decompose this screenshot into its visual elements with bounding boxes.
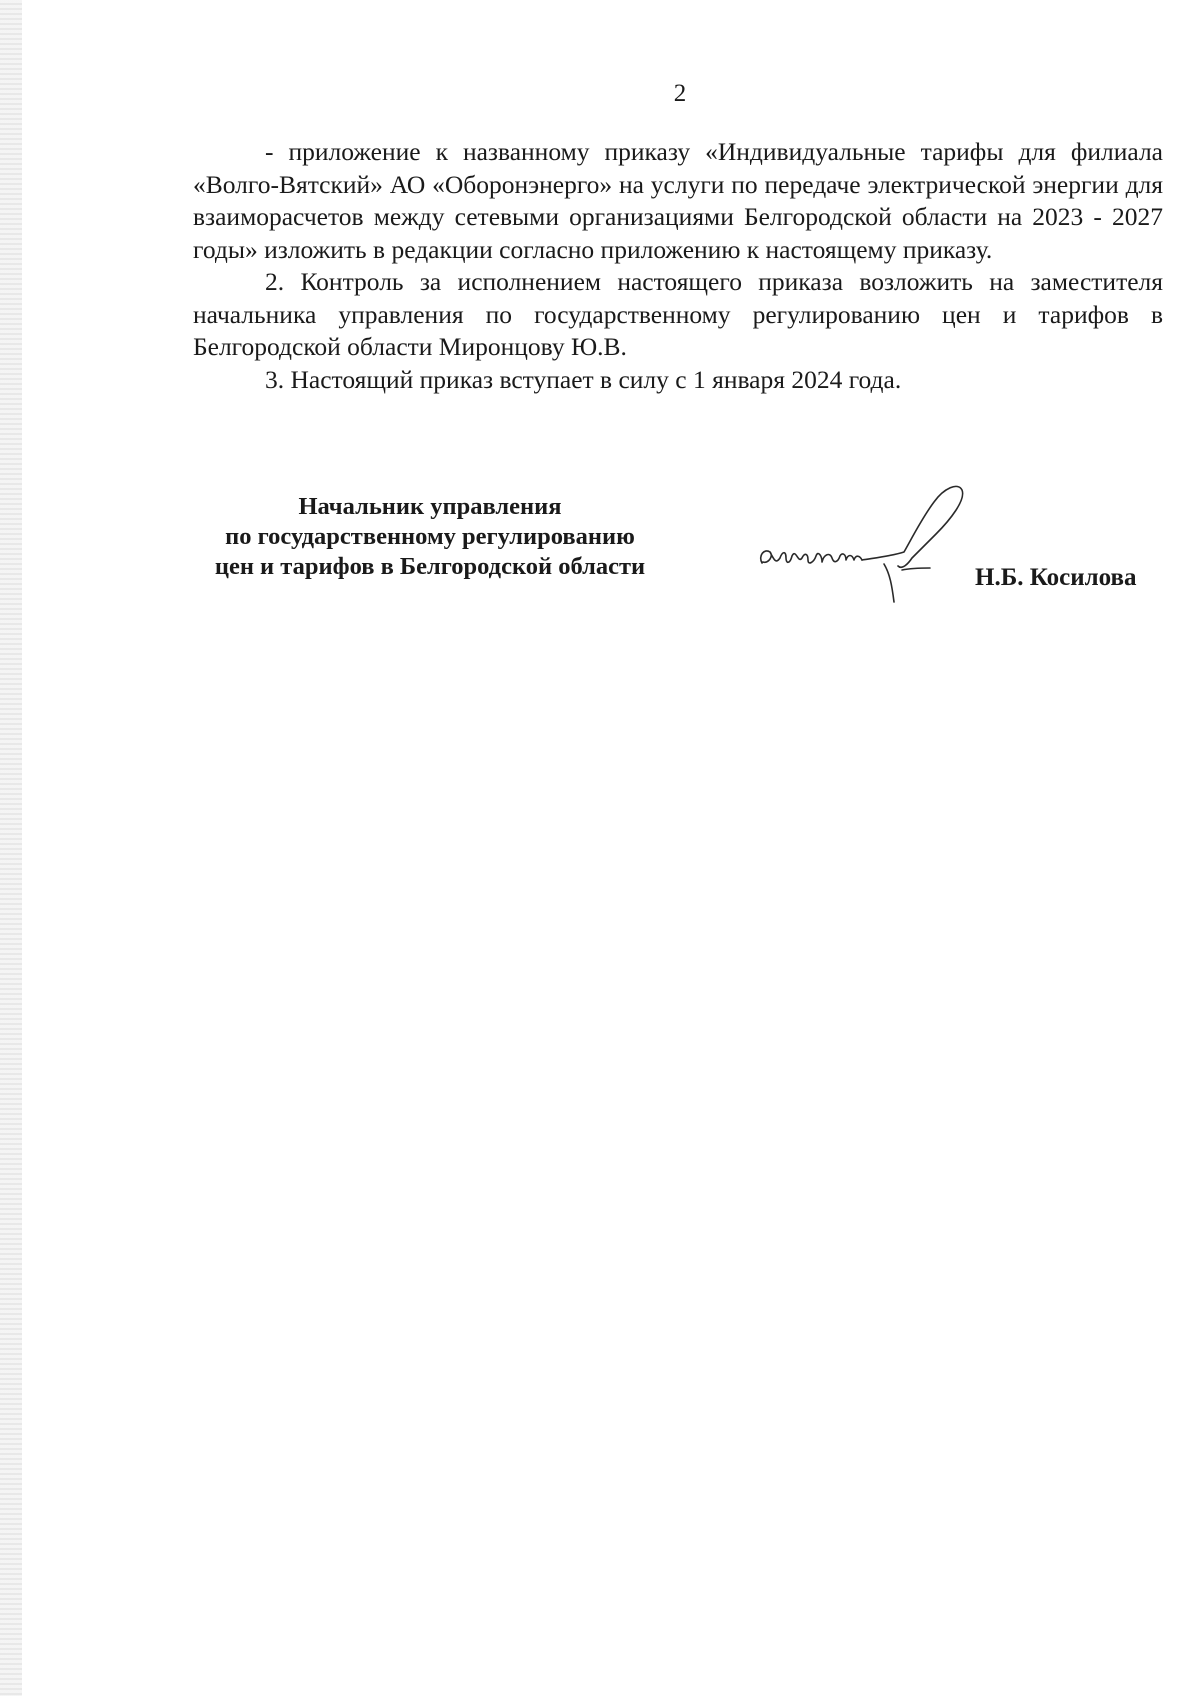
signatory-title-line: по государственному регулированию (225, 523, 635, 550)
page-number: 2 (673, 80, 687, 107)
body-text (193, 136, 1163, 396)
signatory-title (180, 492, 680, 582)
paragraph-effective-date: 3. Настоящий приказ вступает в силу с 1 января 2024 года. (265, 364, 902, 394)
paragraph-appendix: - приложение к названному приказу «Индивидуальные тарифы для филиала «Волго-Вятский» АО «Оборонэнерго» на услуги по передаче электрической энергии для взаиморасчетов между сетевыми организациями Белгородской области на 2023 - 2027 годы» изложить в редакции согласно приложению к настоящему приказу. (193, 137, 1163, 264)
signatory-title-line: цен и тарифов в Белгородской области (214, 553, 646, 580)
signatory-title-line: Начальник управления (298, 493, 562, 520)
handwritten-signature (752, 478, 992, 613)
signer-name: Н.Б. Косилова (975, 564, 1137, 591)
paragraph-control: 2. Контроль за исполнением настоящего приказа возложить на заместителя начальника управления по государственному регулированию цен и тарифов в Белгородской области Миронцову Ю.В. (193, 267, 1163, 361)
scan-edge (0, 0, 22, 1696)
